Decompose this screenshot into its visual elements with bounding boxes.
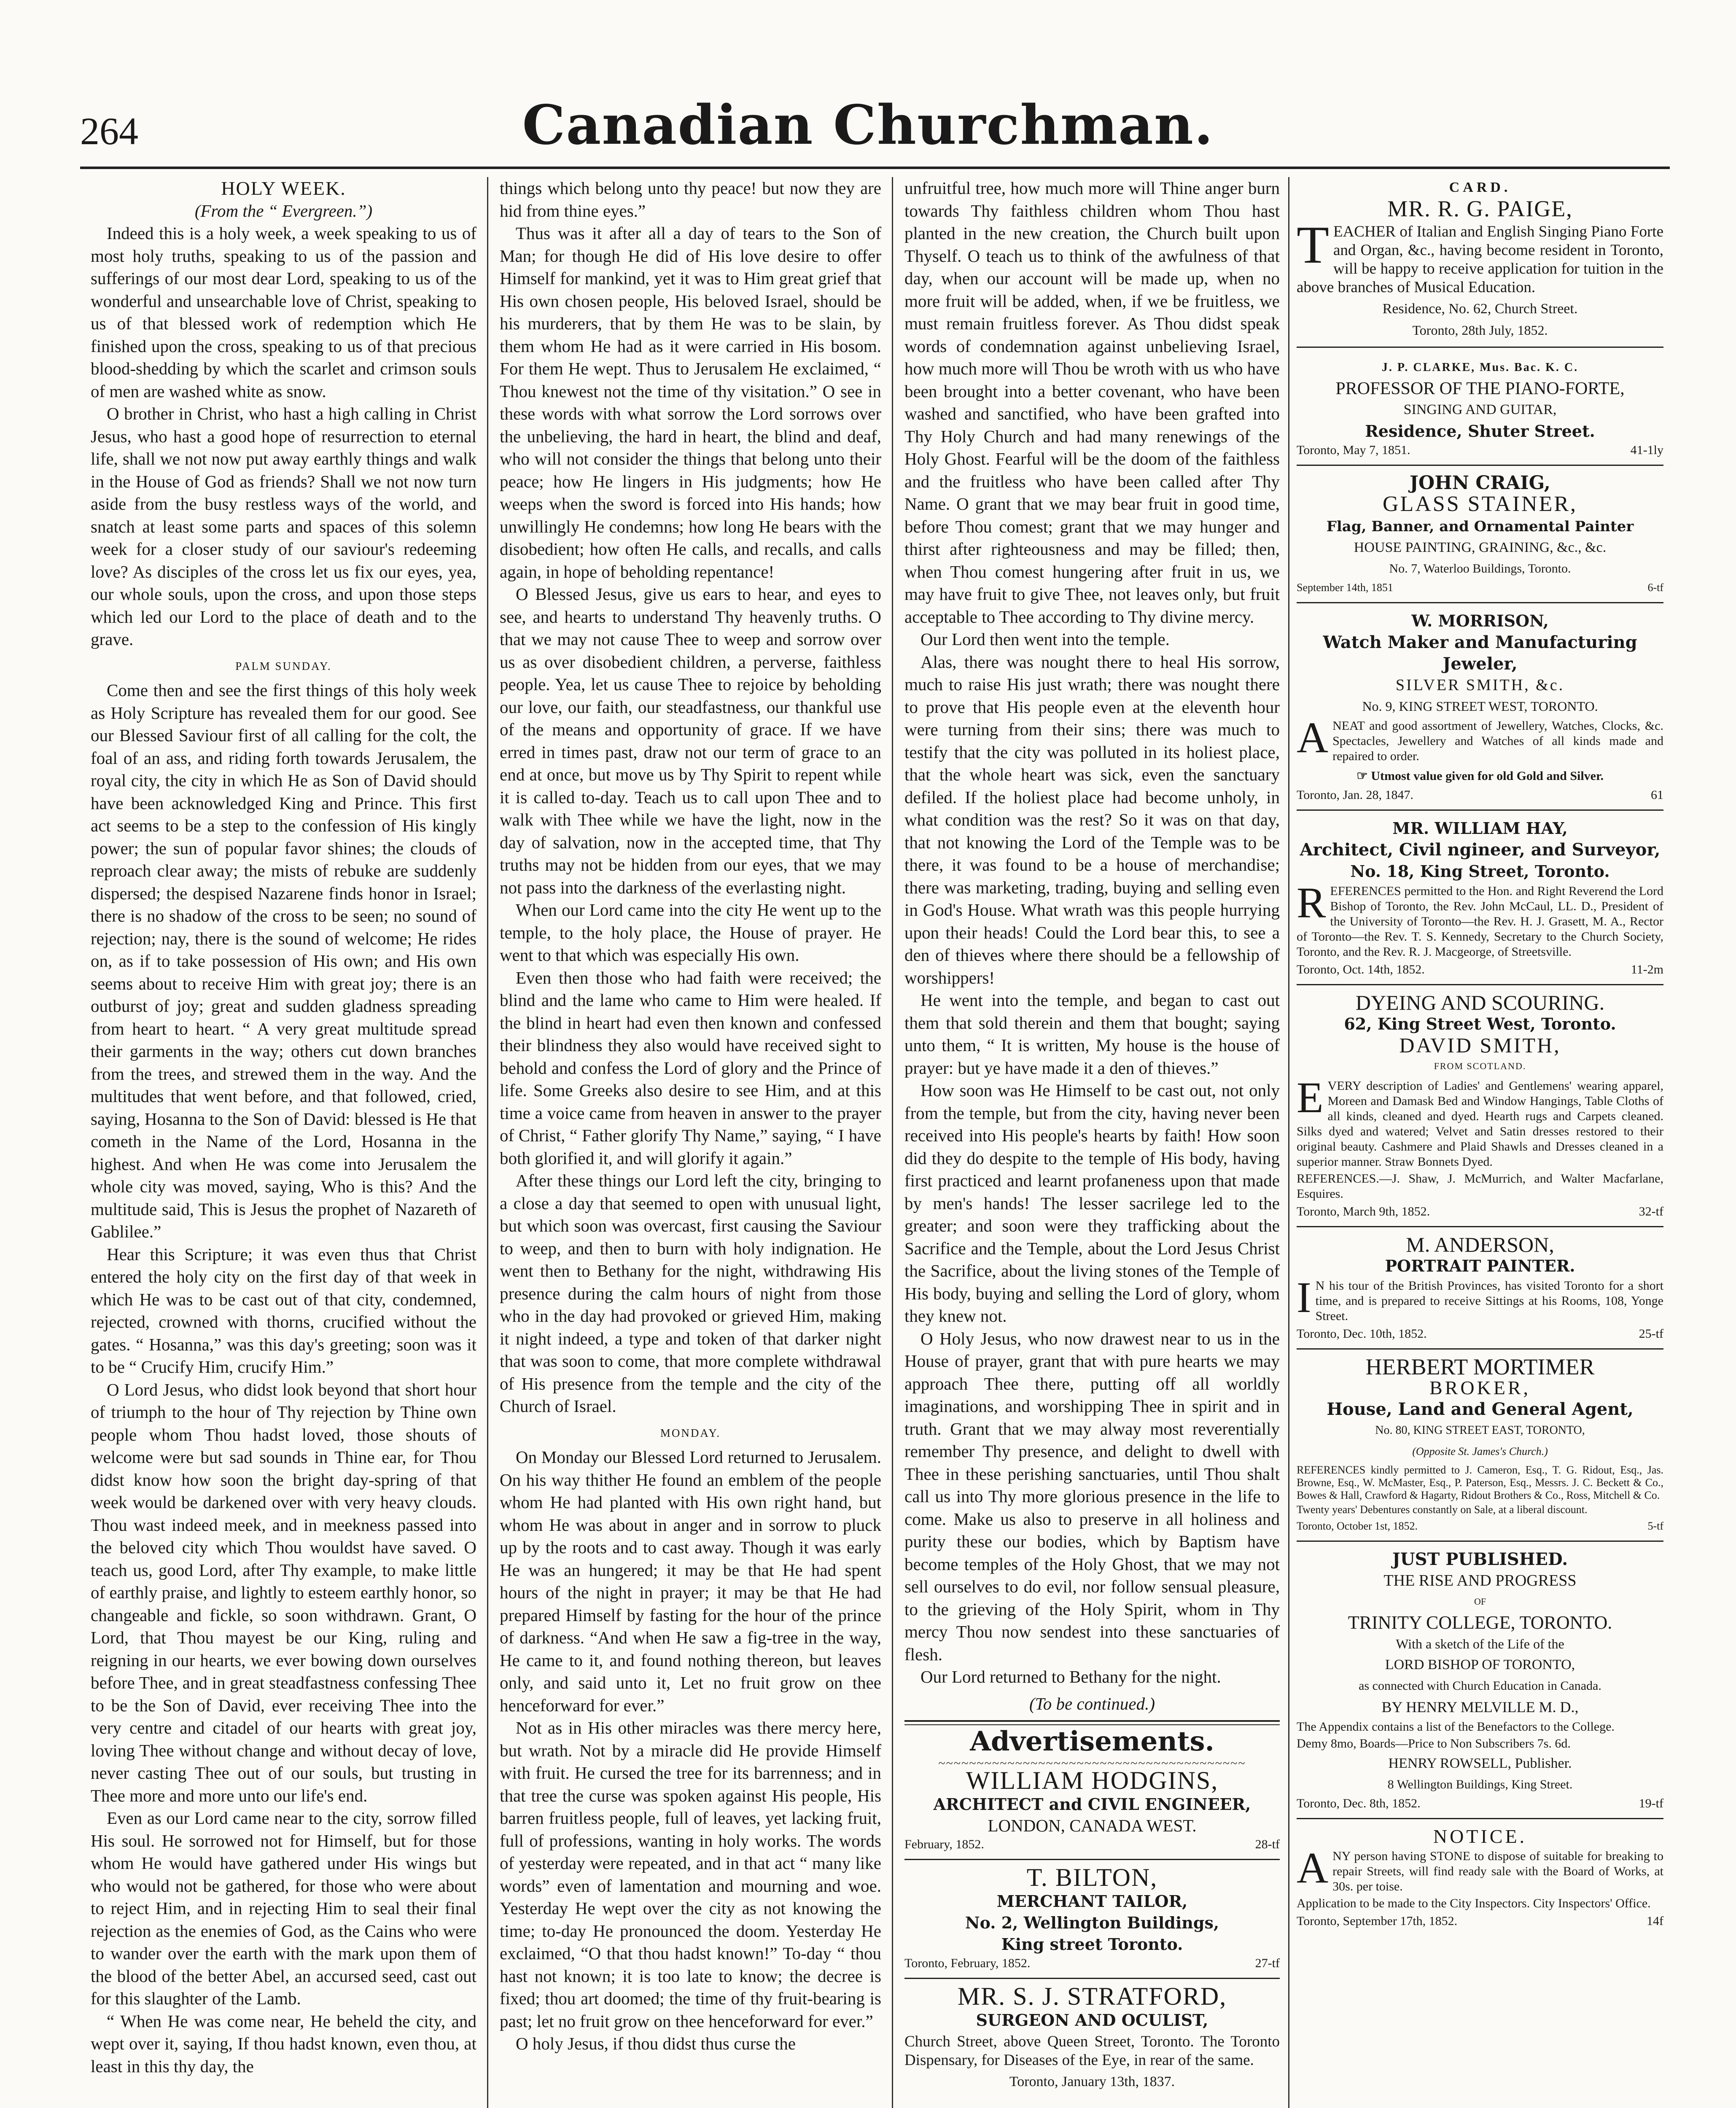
ad-title: GLASS STAINER,	[1382, 492, 1578, 516]
paragraph: things which belong unto thy peace! but now they are hid from thine eyes.”	[500, 178, 881, 220]
ad-code: 27-tf	[1255, 1956, 1280, 1970]
paragraph: Indeed this is a holy week, a week speaking to us of most holy truths, speaking to us of the passion and sufferings of our most dear Lord, speaking to us of the wonderful and unsearchable love of Christ, speaking to us of that blessed work of redemption which He finished upon the cross, speaking to us of that precious blood-shedding by which the scarlet and crimson souls of men are washed white as snow.	[91, 223, 476, 401]
ad-code: 32-tf	[1639, 1205, 1663, 1218]
ad-name: MR. S. J. STRATFORD,	[957, 1982, 1227, 2010]
rule	[1297, 1818, 1663, 1819]
column-1	[91, 177, 476, 2108]
paragraph: O Lord Jesus, who didst look beyond that short hour of triumph to the hour of Thy rejection by Thine own people whom Thou hadst loved, those shouts of welcome were but sad sounds in Thine ear, for Thou didst know how soon the bright day-spring of that week would be darkened over with very heavy clouds. Thou wast indeed meek, and in meekness passed into the beloved city which Thou wouldst have saved. O teach us, good Lord, after Thy example, to make little of earthly praise, and lightly to esteem earthly honor, so changeable and fickle, so soon withdrawn. Grant, O Lord, that Thou mayest be our King, ruling and reigning in our hearts, we ever bowing down ourselves before Thee, and in great steadfastness confessing Thee to be the Son of David, ever receiving Thee into the very centre and citadel of our hearts with great joy, loving Thee without change and without decay of love, never casting Thee out of our souls, but trusting in Thee more and more unto our life's end.	[91, 1379, 476, 1805]
rule	[1297, 347, 1663, 348]
paragraph: He went into the temple, and began to cast out them that sold therein and them that bought; saying unto them, “ It is written, My house is the house of prayer: but ye have made it a den of thieves.”	[904, 990, 1280, 1078]
paragraph: Thus was it after all a day of tears to the Son of Man; for though He did of His love desire to offer Himself for mankind, yet it was to Him great grief that His own chosen people, His beloved Israel, should be his murderers, that by them He was to be slain, by them whom He had as it were carried in His bosom. For them He wept. Thus to Jerusalem He exclaimed, “ Thou knewest not the time of thy visitation.” O see in these words with what sorrow the Lord sorrows over the unbelieving, the hard in heart, the blind and deaf, who will not consider the things that belong unto their peace; how He lingers in His judgments; how He weeps when the sword is forced into His hands; how unwillingly He condemns; how long He bears with the disobedient; how often He calls, and recalls, and calls again, in hope of beholding repentance!	[500, 223, 881, 581]
ad-body: The Appendix contains a list of the Benefactors to the College.	[1297, 1720, 1615, 1734]
ad-date: February, 1852.	[904, 1837, 984, 1851]
section-heading: PALM SUNDAY.	[235, 659, 332, 672]
ad-hodgins	[904, 1766, 1280, 1853]
ad-note: ☞ Utmost value given for old Gold and Silver.	[1356, 769, 1604, 783]
paragraph: Come then and see the first things of this holy week as Holy Scripture has revealed them for our good. See our Blessed Saviour first of all calling for the colt, the foal of an ass, and riding forth towards Jerusalem, the royal city, the city in which He as Son of David should have been acknowledged King and Prince. This first act seems to be a step to the confession of His kingly power; the sun of popular favor shines; the clouds of reproach clear away; the mists of rebuke are suddenly dispersed; the despised Nazarene finds honor in Israel; there is no shadow of the cross to be seen; no sound of rejection; nay, there is the sound of welcome; He rides on, as if to take possession of His own; and His own seems about to receive Him with great joy; there is an outburst of joy; great and sudden gladness spreading from heart to heart. “ A very great multitude spread their garments in the way; others cut down branches from the trees, and strewed them in the way. And the multitudes that went before, and that followed, cried, saying, Hosanna to the Son of David: blessed is He that cometh in the Name of the Lord, Hosanna in the highest. And when He was come into Jerusalem the whole city was moved, saying, Who is this? And the multitude said, This is Jesus the prophet of Nazareth of Gablilee.”	[91, 680, 476, 1241]
ad-body: ANEAT and good assortment of Jewellery, Watches, Clocks, &c. Spectacles, Jewellery and Watches of all kinds made and repaired to order.	[1297, 713, 1663, 763]
ad-date: Toronto, September 17th, 1852.	[1297, 1914, 1458, 1928]
column-divider	[487, 177, 488, 2108]
continued-note: (To be continued.)	[1029, 1694, 1155, 1713]
ad-date: Toronto, October 1st, 1852.	[1297, 1520, 1418, 1532]
ad-title: PROFESSOR OF THE PIANO-FORTE,	[1335, 379, 1625, 398]
card-heading: CARD.	[1449, 180, 1511, 195]
ad-title: PORTRAIT PAINTER.	[1385, 1256, 1575, 1275]
ad-date: Toronto, January 13th, 1837.	[1009, 2073, 1175, 2089]
ad-heading: DYEING AND SCOURING.	[1355, 991, 1605, 1014]
ad-body: REFERENCES permitted to the Hon. and Right Reverend the Lord Bishop of Toronto, the Rev. John McCaul, LL. D., President of the University of Toronto—the Rev. H. J. Grasett, M. A., Rector of Toronto—the Rev. T. S. Kennedy, Secretary to the Church Society, Toronto, and the Rev. R. J. Macgeorge, of Streetsville.	[1297, 879, 1663, 959]
ad-code: 28-tf	[1255, 1837, 1280, 1851]
ad-name: M. ANDERSON,	[1406, 1233, 1554, 1256]
ad-body: I N his tour of the British Provinces, has visited Toronto for a short time, and is prepared to receive Sittings at his Rooms, 108, Yonge Street.	[1297, 1273, 1663, 1323]
paragraph: When our Lord came into the city He went up to the temple, to the holy place, the House of prayer. He went to that which was especially His own.	[500, 900, 881, 965]
column-divider	[892, 177, 893, 2108]
page-number: 264	[80, 110, 138, 153]
article-title: HOLY WEEK.	[221, 177, 346, 199]
ornamental-rule: ~~~~~~~~~~~~~~~~~~~~~~~~~~~~~~~~~~~~~~~~	[938, 1756, 1246, 1770]
ad-code: 5-tf	[1647, 1520, 1663, 1532]
rule	[1297, 465, 1663, 466]
ad-address: King street Toronto.	[1001, 1934, 1183, 1954]
ad-title: MERCHANT TAILOR,	[996, 1891, 1188, 1911]
ad-subtitle: HOUSE PAINTING, GRAINING, &c., &c.	[1354, 540, 1607, 555]
rule	[1297, 602, 1663, 603]
publisher-address: 8 Wellington Buildings, King Street.	[1387, 1777, 1573, 1791]
ad-body: Twenty years' Debentures constantly on Sale, at a liberal discount.	[1297, 1503, 1588, 1516]
paragraph: O brother in Christ, who hast a high calling in Christ Jesus, who hast a good hope of resurrection to eternal life, shall we not now put away earthly things and walk in the House of God as friends? Shall we not now turn aside from the busy restless ways of the world, and snatch at least some parts and spaces of this solemn week for a closer study of our saviour's redeeming love? As disciples of the cross let us fix our eyes, yea, our whole souls, upon the cross, and upon those steps which led our Lord to the place of death and to the grave.	[91, 404, 476, 649]
section-heading: MONDAY.	[660, 1426, 721, 1439]
paragraph: unfruitful tree, how much more will Thine anger burn towards Thy faithless children whom Thou hast planted in the new creation, the Church built upon Thyself. O teach us to think of the awfulness of that day, when our account will be made up, when no more fruit will be added, when, if we be fruitless, we must remain fruitless forever. As Thou didst speak words of condemnation against unbelieving Israel, how much more will Thou be wroth with us who have been brought into a better covenant, who have been washed and sanctified, who have been grafted into Thy Holy Church and had many renewings of the Holy Ghost. Fearful will be the doom of the faithless and the fruitless who have been called after Thy Name. O grant that we may bear fruit in good time, before Thou comest; grant that we may hunger and thirst after righteousness and may be filled; then, when Thou comest hungering after fruit in us, we may have fruit to give Thee, not leaves only, but fruit acceptable to Thee according to Thy divine mercy.	[904, 178, 1280, 626]
ad-title: BROKER,	[1429, 1377, 1531, 1398]
publisher: HENRY ROWSELL, Publisher.	[1388, 1756, 1572, 1771]
ad-date: September 14th, 1851	[1297, 581, 1393, 594]
ad-name: WILLIAM HODGINS,	[966, 1766, 1219, 1794]
ad-subtitle: FROM SCOTLAND.	[1434, 1061, 1526, 1071]
column-3	[904, 177, 1280, 2108]
paragraph: How soon was He Himself to be cast out, not only from the temple, but from the city, having never been received into His people's hearts by faith! How soon did they do despite to the temple of His body, having first practiced and learnt profaneness upon that made by men's hands! The lesser sacrilege led to the greater; and soon were they trafficking about the Sacrifice and the Temple, about the Lord Jesus Christ the Sacrifice, about the living stones of the Temple of His body, buying and selling the Lord of glory, whom they knew not.	[904, 1081, 1280, 1326]
ad-title: SURGEON AND OCULIST,	[976, 2010, 1208, 2030]
ad-name: DAVID SMITH,	[1399, 1033, 1561, 1057]
book-subtitle: as connected with Church Education in Canada.	[1359, 1679, 1601, 1693]
ad-residence: Residence, No. 62, Church Street.	[1382, 301, 1578, 317]
ad-code: 6-tf	[1647, 581, 1663, 594]
book-price: Demy 8mo, Boards—Price to Non Subscribers 7s. 6d.	[1297, 1737, 1571, 1750]
ad-title: Watch Maker and Manufacturing Jeweler,	[1323, 632, 1637, 674]
ad-subtitle: SILVER SMITH, &c.	[1395, 676, 1565, 694]
ad-address: LONDON, CANADA WEST.	[988, 1815, 1197, 1835]
ad-address: No. 18, King Street, Toronto.	[1350, 862, 1610, 881]
ad-address: No. 2, Wellington Buildings,	[965, 1913, 1219, 1932]
ad-subtitle: Flag, Banner, and Ornamental Painter	[1326, 518, 1634, 535]
rule	[1297, 984, 1663, 985]
rule	[1297, 1348, 1663, 1350]
paragraph: O Blessed Jesus, give us ears to hear, and eyes to see, and hearts to understand Thy heavenly truths. O that we may not cause Thee to weep and sorrow over us as over disobedient children, a perverse, faithless people. Yea, let us cause Thee to rejoice by beholding our love, our faith, our steadfastness, our thankful use of the means and opportunity of grace. If we have erred in times past, draw not our term of grace to an end at once, but move us by Thy Spirit to repent while it is called to-day. Teach us to call upon Thee and to walk with Thee while we have the light, now in the day of salvation, now in the accepted time, that Thy truths may not be hidden from our eyes, that we may not pass into the darkness of the everlasting night.	[500, 584, 881, 897]
book-title: THE RISE AND PROGRESS	[1383, 1572, 1577, 1589]
ad-title: Architect, Civil ngineer, and Surveyor,	[1300, 840, 1661, 860]
paragraph: Even then those who had faith were received; the blind and the lame who came to Him were healed. If the blind in heart had even then known and confessed their blindness they also would have received sight to behold and confess the Lord of glory and the Prince of life. Some Greeks also desire to see Him, and at this time a voice came from heaven in answer to the prayer of Christ, “ Father glorify Thy Name,” saying, “ I have both glorified it, and will glorify it again.”	[500, 968, 881, 1168]
ad-date: Toronto, May 7, 1851.	[1297, 443, 1410, 457]
ad-code: 25-tf	[1639, 1327, 1663, 1341]
drop-cap: A	[1297, 713, 1329, 762]
ad-references: REFERENCES.—J. Shaw, J. McMurrich, and Walter Macfarlane, Esquires.	[1297, 1172, 1663, 1201]
paragraph: Our Lord then went into the temple.	[920, 629, 1170, 649]
ad-date: Toronto, February, 1852.	[904, 1956, 1031, 1970]
drop-cap: R	[1297, 879, 1326, 927]
drop-cap: T	[1297, 216, 1329, 274]
ad-code: 19-tf	[1639, 1796, 1663, 1810]
ad-name: T. BILTON,	[1026, 1863, 1158, 1891]
ad-address: 62, King Street West, Toronto.	[1344, 1014, 1616, 1033]
ad-bilton	[904, 1863, 1280, 1972]
paragraph: O Holy Jesus, who now drawest near to us in the House of prayer, grant that with pure hearts we may approach Thee there, putting off all worldly imaginations, and worshipping Thee in spirit and in truth. Grant that we may alway most reverentially remember Thy presence, and delight to dwell with Thee in these perishing sanctuaries, until Thou shalt call us into Thy more glorious presence in the life to come. Make us also to preserve in all holiness and purity these our bodies, which by Baptism have become temples of the Holy Ghost, that we may not sell ourselves to do evil, nor follow sensual pleasure, to the grieving of the Holy Spirit, whom in Thy mercy Thou now sendest into these sanctuaries of flesh.	[904, 1328, 1280, 1664]
ad-code: 41-1ly	[1630, 443, 1663, 457]
rule	[1297, 1541, 1663, 1542]
drop-cap: A	[1297, 1844, 1329, 1892]
ad-address: No. 9, KING STREET WEST, TORONTO.	[1362, 699, 1598, 714]
column-4	[1297, 177, 1663, 2108]
ad-date: Toronto, March 9th, 1852.	[1297, 1205, 1430, 1218]
ad-subtitle: SINGING AND GUITAR,	[1403, 402, 1557, 417]
paragraph: On Monday our Blessed Lord returned to Jerusalem. On his way thither He found an emblem of the people whom He had planted with His own right hand, but whom He was about in anger and in sorrow to pluck up by the roots and to cast away. Though it was early He was an hungered; it may be that He had spent hours of the night in prayer; it may be that He had prepared Himself by fasting for the hour of the prince of darkness. “And when He saw a fig-tree in the way, He came to it, and found nothing thereon, but leaves only, and said unto it, Let no fruit grow on thee henceforward for ever.”	[500, 1447, 881, 1715]
ad-subtitle: House, Land and General Agent,	[1327, 1399, 1634, 1419]
book-title: OF	[1474, 1596, 1486, 1607]
ad-body: EVERY description of Ladies' and Gentlemens' wearing apparel, Moreen and Damask Bed and Window Hangings, Table Cloths of all kinds, cleaned and dyed. Hearth rugs and Carpets cleaned. Silks dyed and watered; Velvet and Satin dresses restored to their original beauty. Cashmere and Plaid Shawls and Dresses cleaned in a superior manner. Straw Bonnets Dyed.	[1297, 1073, 1663, 1169]
book-subtitle: With a sketch of the Life of the	[1396, 1636, 1564, 1651]
ad-date: Toronto, Oct. 14th, 1852.	[1297, 963, 1425, 976]
ad-references: REFERENCES kindly permitted to J. Cameron, Esq., T. G. Ridout, Esq., Jas. Browne, Esq., W. McMaster, Esq., P. Paterson, Esq., Messrs. J. C. Beckett & Co., Bowes & Hall, Crawford & Hagarty, Ridout Brothers & Co., Ross, Mitchell & Co.	[1297, 1464, 1663, 1501]
rule	[1297, 1226, 1663, 1227]
ad-body: ANY person having STONE to dispose of suitable for breaking to repair Streets, will find ready sale with the Board of Works, at 30s. per toise.	[1297, 1844, 1663, 1893]
drop-cap: E	[1297, 1073, 1324, 1122]
ad-address: No. 80, KING STREET EAST, TORONTO,	[1375, 1424, 1585, 1437]
book-title: TRINITY COLLEGE, TORONTO.	[1348, 1612, 1612, 1633]
drop-cap: I	[1297, 1273, 1311, 1322]
ad-name: MR. R. G. PAIGE,	[1387, 196, 1573, 221]
ad-name: W. MORRISON,	[1411, 611, 1549, 630]
masthead: Canadian Churchman.	[522, 94, 1214, 157]
ad-name: HERBERT MORTIMER	[1365, 1354, 1595, 1379]
ad-note: (Opposite St. James's Church.)	[1412, 1445, 1548, 1457]
ad-heading: NOTICE.	[1433, 1826, 1527, 1847]
ad-code: 11-2m	[1631, 963, 1663, 976]
advertisements-heading: Advertisements.	[970, 1726, 1214, 1757]
ad-code: 61	[1651, 788, 1663, 802]
ad-address: No. 7, Waterloo Buildings, Toronto.	[1389, 562, 1571, 575]
paragraph: Not as in His other miracles was there mercy here, but wrath. Not by a miracle did He provide Himself with fruit. He cursed the tree for its barrenness; and in that tree the curse was spoken against His people, His barren fruitless people, full of leaves, yet lacking fruit, full of professions, wanting in holy works. The words of yesterday were repeated, and in that act “ many like words” even of lamentation and mourning and woe. Yesterday He wept over the city as not knowing the time; to-day He pronounced the doom. Yesterday He exclaimed, “O that thou hadst known!” To-day “ thou hast not known; it is too late to know; the decree is fixed; thou art doomed; the time of thy fruit-bearing is past; let no fruit grow on thee henceforward for ever.”	[500, 1718, 881, 2031]
ad-date: Toronto, 28th July, 1852.	[1412, 323, 1548, 338]
ad-date: Toronto, Dec. 10th, 1852.	[1297, 1327, 1427, 1341]
ad-body: Application to be made to the City Inspectors. City Inspectors' Office.	[1297, 1896, 1651, 1910]
ad-date: Toronto, Dec. 8th, 1852.	[1297, 1796, 1421, 1810]
ad-heading: JUST PUBLISHED.	[1392, 1549, 1568, 1569]
rule	[904, 1978, 1280, 1979]
ad-name: J. P. CLARKE, Mus. Bac. K. C.	[1381, 361, 1579, 374]
book-author: BY HENRY MELVILLE M. D.,	[1381, 1699, 1579, 1715]
paragraph: Hear this Scripture; it was even thus that Christ entered the holy city on the first day of that week in which He was to be cast out of that city, condemned, rejected, crowned with thorns, crucified without the gates. “ Hosanna,” was this day's greeting; soon was it to be “ Crucify Him, crucify Him.”	[91, 1244, 476, 1377]
ad-body: TEACHER of Italian and English Singing Piano Forte and Organ, &c., having become resident in Toronto, will be happy to receive application for tuition in the above branches of Musical Education.	[1297, 216, 1663, 296]
ad-body: Church Street, above Queen Street, Toronto. The Toronto Dispensary, for Diseases of the Eye, in rear of the same.	[904, 2033, 1280, 2069]
ad-date: Toronto, Jan. 28, 1847.	[1297, 788, 1414, 802]
paragraph: After these things our Lord left the city, bringing to a close a day that seemed to open with unusual light, but which soon was overcast, first causing the Saviour to weep, and then to burn with holy indignation. He went then to Bethany for the night, withdrawing His presence during the calm hours of night from those who in the day had provoked or grieved Him, making it night indeed, a type and token of that darker night that was soon to come, that more complete withdrawal of His presence from the temple and the city of the Church of Israel.	[500, 1171, 881, 1416]
paragraph: Our Lord returned to Bethany for the night.	[920, 1667, 1221, 1686]
article-source: (From the “ Evergreen.”)	[194, 201, 373, 220]
ad-name: JOHN CRAIG,	[1410, 472, 1550, 494]
paragraph: Even as our Lord came near to the city, sorrow filled His soul. He sorrowed not for Himself, but for those whom He would have gathered under His wings but who would not be gathered, for those who were about to reject Him, and in rejecting Him to seal their final rejection as the enemies of God, as the Cains who were to wander over the earth with the mark upon them of the blood of the better Abel, an accursed seed, cast out for this slaughter of the Lamb.	[91, 1808, 476, 2008]
paragraph: O holy Jesus, if thou didst thus curse the	[516, 2034, 796, 2053]
rule	[1297, 809, 1663, 811]
paragraph: Alas, there was nought there to heal His sorrow, much to raise His just wrath; there was nought there to prove that His people even at the eleventh hour were turning from their sins; there was much to testify that the city was polluted in its holiest place, that the whole heart was sick, even the sanctuary defiled. If the holiest place had become unholy, in what condition was the rest? So it was on that day, that not knowing the Lord of the Temple was to be there, it was found to be a house of merchandise; there was marketing, trading, buying and selling even in God's House. What wrath was this people hurrying upon their heads! Could the Lord bear this, to see a den of thieves where there should be a fellowship of worshippers!	[904, 652, 1280, 987]
rule	[904, 1859, 1280, 1860]
ad-code: 14f	[1647, 1914, 1663, 1928]
book-subtitle: LORD BISHOP OF TORONTO,	[1385, 1657, 1575, 1672]
rule	[904, 1720, 1280, 1725]
ad-name: MR. WILLIAM HAY,	[1392, 819, 1568, 838]
paragraph: “ When He was come near, He beheld the city, and wept over it, saying, If thou hadst known, even thou, at least in this thy day, the	[91, 2011, 476, 2076]
column-2	[500, 177, 881, 2108]
ad-title: ARCHITECT and CIVIL ENGINEER,	[933, 1794, 1251, 1814]
masthead-rule	[80, 167, 1670, 169]
ad-address: Residence, Shuter Street.	[1365, 422, 1595, 441]
column-divider	[1288, 177, 1289, 2108]
ad-stratford	[904, 1982, 1280, 2092]
